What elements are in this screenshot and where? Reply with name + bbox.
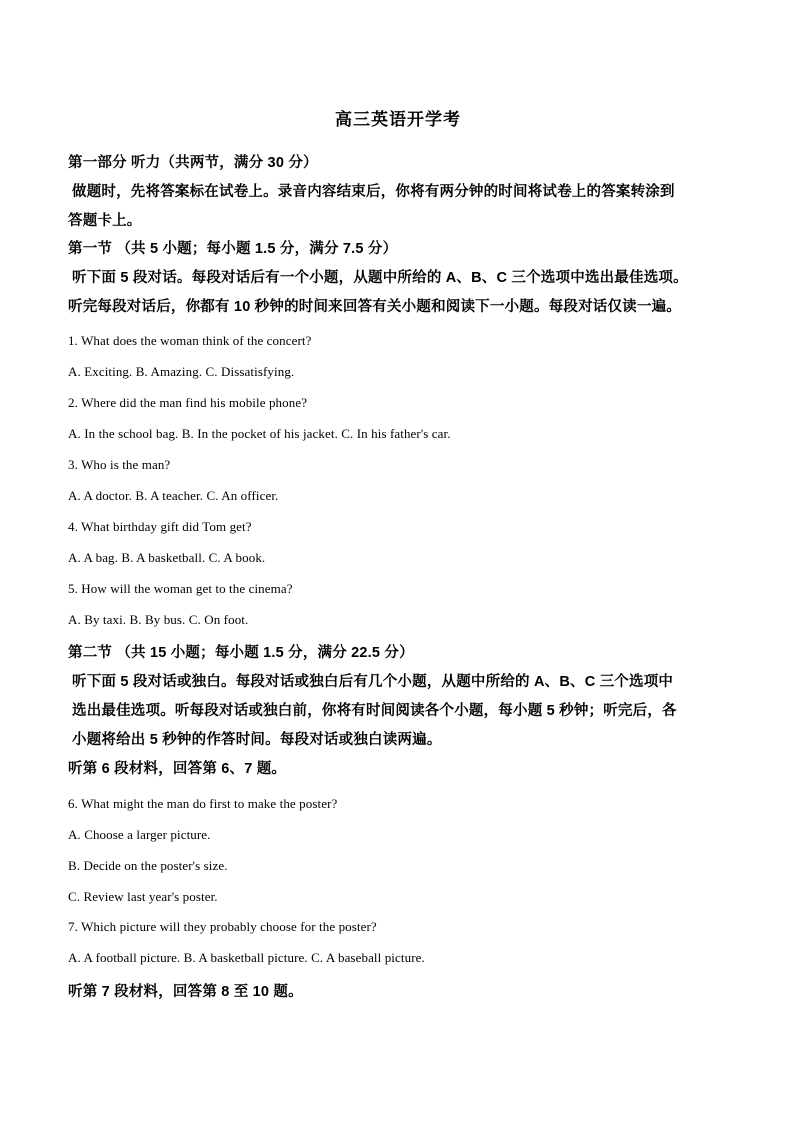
question-options: A. A football picture. B. A basketball picture. C. A baseball picture. (68, 950, 425, 966)
section-one-heading: 第一节 （共 5 小题；每小题 1.5 分，满分 7.5 分） (68, 241, 398, 258)
question-option-a: A. Choose a larger picture. (68, 826, 211, 842)
question-option-b: B. Decide on the poster's size. (68, 857, 228, 873)
question-options: A. In the school bag. B. In the pocket of his jacket. C. In his father's car. (68, 426, 451, 442)
part-one-instruction-line-1: 做题时，先将答案标在试卷上。录音内容结束后，你将有两分钟的时间将试卷上的答案转涂到 (72, 183, 675, 200)
material-7-heading: 听第 7 段材料，回答第 8 至 10 题。 (68, 984, 303, 1001)
part-one-instruction-line-2: 答题卡上。 (68, 212, 142, 229)
question-options: A. By taxi. B. By bus. C. On foot. (68, 611, 249, 627)
question-stem: 1. What does the woman think of the concert? (68, 333, 312, 349)
part-one-heading: 第一部分 听力（共两节，满分 30 分） (68, 154, 318, 171)
section-two-instruction-line-1: 听下面 5 段对话或独白。每段对话或独白后有几个小题，从题中所给的 A、B、C 三个选项中 (72, 673, 674, 690)
section-one-instruction-line-1: 听下面 5 段对话。每段对话后有一个小题，从题中所给的 A、B、C 三个选项中选出最佳选项。 (72, 269, 688, 286)
material-6-heading: 听第 6 段材料，回答第 6、7 题。 (68, 761, 287, 778)
question-option-c: C. Review last year's poster. (68, 888, 218, 904)
question-stem: 3. Who is the man? (68, 457, 171, 473)
question-stem: 6. What might the man do first to make the poster? (68, 795, 338, 811)
section-two-instruction-line-2: 选出最佳选项。听每段对话或独白前，你将有时间阅读各个小题，每小题 5 秒钟；听完后，各 (72, 702, 677, 719)
document-content (68, 108, 728, 1008)
page-title: 高三英语开学考 (335, 110, 461, 129)
question-options: A. A bag. B. A basketball. C. A book. (68, 550, 266, 566)
question-options: A. A doctor. B. A teacher. C. An officer. (68, 488, 279, 504)
section-one-instruction-line-2: 听完每段对话后，你都有 10 秒钟的时间来回答有关小题和阅读下一小题。每段对话仅读一遍。 (68, 299, 681, 316)
question-stem: 5. How will the woman get to the cinema? (68, 580, 293, 596)
section-two-heading: 第二节 （共 15 小题；每小题 1.5 分，满分 22.5 分） (68, 644, 414, 661)
question-stem: 7. Which picture will they probably choose for the poster? (68, 919, 377, 935)
question-options: A. Exciting. B. Amazing. C. Dissatisfying. (68, 364, 295, 380)
question-stem: 2. Where did the man find his mobile phone? (68, 395, 308, 411)
section-two-instruction-line-3: 小题将给出 5 秒钟的作答时间。每段对话或独白读两遍。 (72, 732, 442, 749)
question-stem: 4. What birthday gift did Tom get? (68, 519, 252, 535)
